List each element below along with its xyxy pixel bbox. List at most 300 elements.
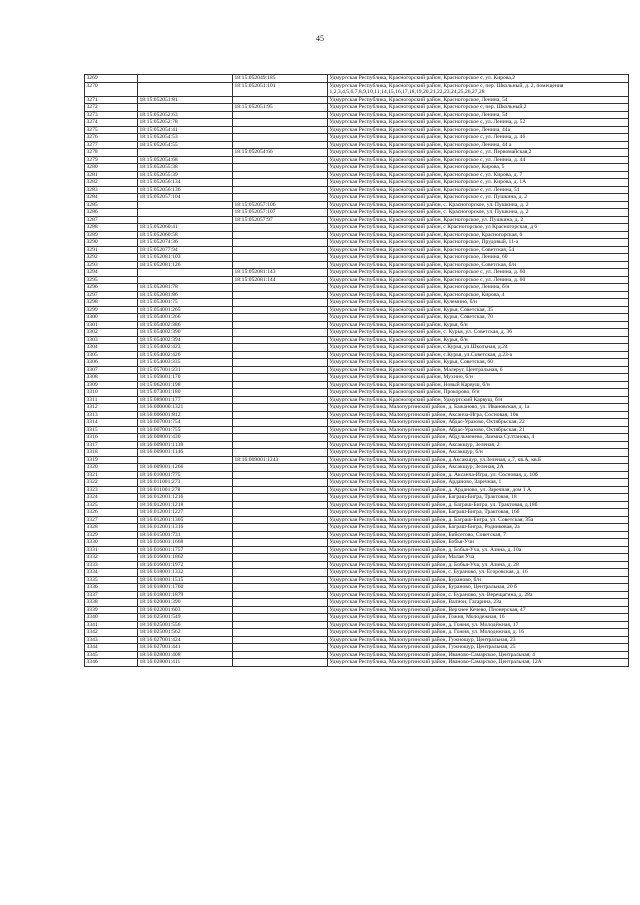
table-row <box>85 621 629 629</box>
building-cadastral-number-cell <box>233 591 328 599</box>
building-cadastral-number-cell: 18:16:009001:1243 <box>233 456 328 464</box>
row-number-cell: 3294 <box>85 269 138 277</box>
cadastral-number-cell: 18:16:006001:812 <box>138 411 233 419</box>
row-number-cell: 3320 <box>85 464 138 472</box>
building-cadastral-number-cell <box>233 546 328 554</box>
table-row <box>85 614 629 622</box>
cadastral-number-cell: 18:15:054002:386 <box>138 321 233 329</box>
address-cell: Удмуртская Республика, Красногорский район, Красногорское с, пер. Школьный,2 <box>328 104 629 112</box>
building-cadastral-number-cell: 18:15:052054:66 <box>233 149 328 157</box>
table-row <box>85 471 629 479</box>
address-cell: Удмуртская Республика, Красногорский район, Красногорское, Советская, 54 <box>328 246 629 254</box>
cadastral-number-cell: 18:15:054002:390 <box>138 329 233 337</box>
building-cadastral-number-cell: 18:15:052057:106 <box>233 201 328 209</box>
address-cell: Удмуртская Республика, Малопургинский район, Бураново, б/н <box>328 576 629 584</box>
cadastral-number-cell: 18:15:052056:136 <box>138 186 233 194</box>
table-row <box>85 82 629 96</box>
table-row <box>85 576 629 584</box>
address-cell: Удмуртская Республика, Малопургинский район, д. Гожня, ул. Молодёжная, 17 <box>328 621 629 629</box>
row-number-cell: 3314 <box>85 419 138 427</box>
address-cell: Удмуртская Республика, Красногорский район, Красногорское с, ул. Ленина, 51 <box>328 186 629 194</box>
address-cell: Удмуртская Республика, Красногорский район, Курья, Советская, 35 <box>328 306 629 314</box>
cadastral-number-cell <box>138 201 233 209</box>
address-cell: Удмуртская Республика, Малопургинский район, с. Бураново, ул. Верещагина, д. 28а <box>328 591 629 599</box>
address-cell: Удмуртская Республика, Малопургинский район, Аксанча-Игра, Сосновая, 10в <box>328 411 629 419</box>
building-cadastral-number-cell <box>233 606 328 614</box>
cadastral-number-cell: 18:16:028001:408 <box>138 651 233 659</box>
cadastral-number-cell: 18:15:052057:104 <box>138 194 233 202</box>
table-row <box>85 201 629 209</box>
building-cadastral-number-cell: 18:15:052051:101 <box>233 82 328 96</box>
address-cell: Удмуртская Республика, Красногорский район, Красногорское, Советская, б/н <box>328 261 629 269</box>
address-cell: Удмуртская Республика, Красногорский район, Красногорское, ул. Пушкина, д. 2 <box>328 216 629 224</box>
building-cadastral-number-cell <box>233 584 328 592</box>
table-row <box>85 224 629 232</box>
table-row <box>85 389 629 397</box>
row-number-cell: 3327 <box>85 516 138 524</box>
cadastral-number-cell: 18:16:016001:1972 <box>138 561 233 569</box>
row-number-cell: 3310 <box>85 389 138 397</box>
row-number-cell: 3344 <box>85 644 138 652</box>
address-cell: Удмуртская Республика, Красногорский район, Красногорское с, пер. Школьный, д. 2, помещения 1,2,3,4,5,6,7,8,9,10,11,14,15,16,17,18,19,20,21,22,23,24,25,26,27,28 <box>328 82 629 96</box>
cadastral-number-cell: 18:16:012001:1305 <box>138 516 233 524</box>
row-number-cell: 3312 <box>85 404 138 412</box>
row-number-cell: 3298 <box>85 299 138 307</box>
table-row <box>85 119 629 127</box>
building-cadastral-number-cell <box>233 284 328 292</box>
address-cell: Удмуртская Республика, Малопургинский район, Баграш-Бигра, Трактовая, 16б <box>328 509 629 517</box>
table-row <box>85 516 629 524</box>
cadastral-number-cell: 18:15:052054:53 <box>138 134 233 142</box>
address-cell: Удмуртская Республика, Красногорский район, с.Курья, ул.Советская, д.23-а <box>328 351 629 359</box>
building-cadastral-number-cell <box>233 561 328 569</box>
building-cadastral-number-cell <box>233 426 328 434</box>
address-cell: Удмуртская Республика, Красногорский район, с. Курья, ул. Советская, д. 36 <box>328 329 629 337</box>
table-row <box>85 561 629 569</box>
table-row <box>85 299 629 307</box>
building-cadastral-number-cell <box>233 351 328 359</box>
row-number-cell: 3289 <box>85 231 138 239</box>
table-row <box>85 321 629 329</box>
row-number-cell: 3332 <box>85 554 138 562</box>
table-row <box>85 554 629 562</box>
cadastral-number-cell: 18:15:089001:177 <box>138 396 233 404</box>
cadastral-number-cell: 18:15:052077:94 <box>138 246 233 254</box>
building-cadastral-number-cell <box>233 134 328 142</box>
address-cell: Удмуртская Республика, Красногорский район, Красногорское, Кирова, 5 <box>328 164 629 172</box>
building-cadastral-number-cell <box>233 381 328 389</box>
table-row <box>85 584 629 592</box>
table-row <box>85 599 629 607</box>
table-row <box>85 329 629 337</box>
address-cell: Удмуртская Республика, Красногорский район, Прокорово, б/н <box>328 389 629 397</box>
row-number-cell: 3337 <box>85 591 138 599</box>
building-cadastral-number-cell <box>233 621 328 629</box>
building-cadastral-number-cell <box>233 186 328 194</box>
table-row <box>85 75 629 83</box>
building-cadastral-number-cell <box>233 479 328 487</box>
cadastral-number-cell: 18:16:010001:775 <box>138 471 233 479</box>
table-row <box>85 359 629 367</box>
row-number-cell: 3334 <box>85 569 138 577</box>
cadastral-number-cell: 18:15:053001:75 <box>138 299 233 307</box>
cadastral-number-cell: 18:15:052060:58 <box>138 231 233 239</box>
row-number-cell: 3322 <box>85 479 138 487</box>
address-cell: Удмуртская Республика, Красногорский район, Курья, б/н <box>328 321 629 329</box>
building-cadastral-number-cell <box>233 366 328 374</box>
row-number-cell: 3331 <box>85 546 138 554</box>
cadastral-number-cell: 18:16:007001:754 <box>138 419 233 427</box>
table-row <box>85 179 629 187</box>
building-cadastral-number-cell <box>233 554 328 562</box>
building-cadastral-number-cell <box>233 524 328 532</box>
table-row <box>85 531 629 539</box>
row-number-cell: 3313 <box>85 411 138 419</box>
cadastral-number-cell: 18:16:015001:731 <box>138 531 233 539</box>
row-number-cell: 3290 <box>85 239 138 247</box>
row-number-cell: 3319 <box>85 456 138 464</box>
building-cadastral-number-cell <box>233 599 328 607</box>
building-cadastral-number-cell: 18:15:052051:95 <box>233 104 328 112</box>
address-cell: Удмуртская Республика, Красногорский район, Красногорское с, ул. Ленина, д. 60 <box>328 269 629 277</box>
row-number-cell: 3335 <box>85 576 138 584</box>
table-row <box>85 449 629 457</box>
address-cell: Удмуртская Республика, Малопургинский район, Аксакшур, Зеленая, 2А <box>328 464 629 472</box>
table-row <box>85 636 629 644</box>
cadastral-number-cell: 18:16:025001:556 <box>138 621 233 629</box>
cadastral-number-cell <box>138 216 233 224</box>
cadastral-number-cell: 18:15:062001:198 <box>138 381 233 389</box>
cadastral-number-cell: 18:16:012001:1227 <box>138 509 233 517</box>
table-row <box>85 111 629 119</box>
cadastral-number-cell: 18:15:054001:265 <box>138 306 233 314</box>
row-number-cell: 3339 <box>85 606 138 614</box>
table-row <box>85 456 629 464</box>
address-cell: Удмуртская Республика, Красногорский район, Красногорское с, ул. Кирова,2 <box>328 75 629 83</box>
table-row <box>85 404 629 412</box>
address-cell: Удмуртская Республика, Красногорский район, Красногорское с, ул. Ленина, д. 60 <box>328 276 629 284</box>
row-number-cell: 3276 <box>85 134 138 142</box>
row-number-cell: 3325 <box>85 501 138 509</box>
cadastral-number-cell: 18:16:020001:390 <box>138 599 233 607</box>
building-cadastral-number-cell <box>233 471 328 479</box>
building-cadastral-number-cell <box>233 434 328 442</box>
cadastral-number-cell: 18:16:016001:1862 <box>138 554 233 562</box>
row-number-cell: 3301 <box>85 321 138 329</box>
cadastral-number-cell: 18:15:052081:103 <box>138 254 233 262</box>
table-row <box>85 591 629 599</box>
row-number-cell: 3287 <box>85 216 138 224</box>
address-cell: Удмуртская Республика, Красногорский район, Красногорское с, ул. Пушкина, д. 2 <box>328 194 629 202</box>
cadastral-number-cell: 18:16:025001:562 <box>138 629 233 637</box>
cadastral-number-cell: 18:16:009001:1266 <box>138 464 233 472</box>
row-number-cell: 3292 <box>85 254 138 262</box>
row-number-cell: 3278 <box>85 149 138 157</box>
row-number-cell: 3272 <box>85 104 138 112</box>
building-cadastral-number-cell <box>233 441 328 449</box>
row-number-cell: 3288 <box>85 224 138 232</box>
cadastral-number-cell: 18:16:012001:1316 <box>138 524 233 532</box>
building-cadastral-number-cell <box>233 569 328 577</box>
row-number-cell: 3321 <box>85 471 138 479</box>
row-number-cell: 3271 <box>85 96 138 104</box>
address-cell: Удмуртская Республика, Красногорский район, Красногорское, Ленина, 44 а <box>328 141 629 149</box>
cadastral-number-cell: 18:15:059001:170 <box>138 374 233 382</box>
table-row <box>85 629 629 637</box>
row-number-cell: 3304 <box>85 344 138 352</box>
cadastral-number-cell: 18:16:016001:1668 <box>138 539 233 547</box>
cadastral-number-cell: 18:16:018001:1515 <box>138 576 233 584</box>
cadastral-number-cell: 18:16:011001:278 <box>138 486 233 494</box>
building-cadastral-number-cell <box>233 194 328 202</box>
address-cell: Удмуртская Республика, Красногорский район, Красногорское, Ленина, 54 <box>328 96 629 104</box>
building-cadastral-number-cell <box>233 291 328 299</box>
table-row <box>85 411 629 419</box>
building-cadastral-number-cell <box>233 299 328 307</box>
address-cell: Удмуртская Республика, Малопургинский район, Баграш-Бигра, Трактовая, 18 <box>328 494 629 502</box>
table-row <box>85 479 629 487</box>
row-number-cell: 3317 <box>85 441 138 449</box>
cadastral-number-cell: 18:16:018001:1879 <box>138 591 233 599</box>
address-cell: Удмуртская Республика, Малопургинский район, Абдульменево, Заимна Султанова, 4 <box>328 434 629 442</box>
cadastral-number-cell: 18:15:052054:41 <box>138 126 233 134</box>
table-row <box>85 381 629 389</box>
address-cell: Удмуртская Республика, Красногорский район, Красногорское, Кирова, 4 <box>328 291 629 299</box>
building-cadastral-number-cell <box>233 179 328 187</box>
building-cadastral-number-cell <box>233 224 328 232</box>
building-cadastral-number-cell <box>233 449 328 457</box>
table-row <box>85 291 629 299</box>
row-number-cell: 3305 <box>85 351 138 359</box>
address-cell: Удмуртская Республика, Красногорский район, Красногорское с, ул. Ленина, д. 44 <box>328 156 629 164</box>
address-cell: Удмуртская Республика, Малопургинский район, Малая Уча <box>328 554 629 562</box>
cadastral-number-cell: 18:15:052054:68 <box>138 156 233 164</box>
cadastral-number-cell: 18:15:054002:426 <box>138 351 233 359</box>
cadastral-number-cell: 18:15:052052:78 <box>138 119 233 127</box>
row-number-cell: 3323 <box>85 486 138 494</box>
row-number-cell: 3326 <box>85 509 138 517</box>
building-cadastral-number-cell <box>233 516 328 524</box>
table-row <box>85 546 629 554</box>
table-row <box>85 651 629 659</box>
table-row <box>85 164 629 172</box>
row-number-cell: 3270 <box>85 82 138 96</box>
address-cell: Удмуртская Республика, Красногорский район, Малеруг, Центральная, 6 <box>328 366 629 374</box>
row-number-cell: 3281 <box>85 171 138 179</box>
row-number-cell: 3297 <box>85 291 138 299</box>
building-cadastral-number-cell <box>233 411 328 419</box>
table-row <box>85 494 629 502</box>
building-cadastral-number-cell <box>233 501 328 509</box>
address-cell: Удмуртская Республика, Красногорский район, с. Красногорское, ул. Пушкина, д. 2 <box>328 201 629 209</box>
table-row <box>85 156 629 164</box>
row-number-cell: 3284 <box>85 194 138 202</box>
address-cell: Удмуртская Республика, Малопургинский район, д. Бажаново, ул. Ивановская, д. 1а <box>328 404 629 412</box>
address-cell: Удмуртская Республика, Малопургинский район, Иваново-Самарское, Центральная, 12А <box>328 659 629 667</box>
cadastral-number-cell: 18:15:054003:335 <box>138 359 233 367</box>
table-row <box>85 426 629 434</box>
address-cell: Удмуртская Республика, Красногорский район, Курья, Советская, 70 <box>328 314 629 322</box>
building-cadastral-number-cell <box>233 494 328 502</box>
building-cadastral-number-cell <box>233 246 328 254</box>
cadastral-number-cell: 18:16:008001:430 <box>138 434 233 442</box>
address-cell: Удмуртская Республика, Красногорский район, Новый Карвуш, б/н <box>328 381 629 389</box>
table-row <box>85 276 629 284</box>
address-cell: Удмуртская Республика, Малопургинский район, Бийсетово, Советская, 7 <box>328 531 629 539</box>
table-row <box>85 419 629 427</box>
row-number-cell: 3345 <box>85 651 138 659</box>
building-cadastral-number-cell <box>233 629 328 637</box>
row-number-cell: 3315 <box>85 426 138 434</box>
cadastral-number-cell <box>138 209 233 217</box>
address-cell: Удмуртская Республика, Малопургинский район, д. Аксанча-Игра, ул. Сосновая, д. 10б <box>328 471 629 479</box>
building-cadastral-number-cell <box>233 576 328 584</box>
cadastral-number-cell <box>138 149 233 157</box>
table-row <box>85 96 629 104</box>
row-number-cell: 3343 <box>85 636 138 644</box>
cadastral-number-cell: 18:16:027001:424 <box>138 636 233 644</box>
cadastral-number-cell <box>138 456 233 464</box>
cadastral-number-cell: 18:16:009001:1138 <box>138 441 233 449</box>
cadastral-number-cell: 18:15:052054:55 <box>138 141 233 149</box>
table-row <box>85 351 629 359</box>
cadastral-number-cell <box>138 269 233 277</box>
building-cadastral-number-cell <box>233 509 328 517</box>
building-cadastral-number-cell: 18:15:052081:144 <box>233 276 328 284</box>
table-row <box>85 254 629 262</box>
address-cell: Удмуртская Республика, Красногорский район, Красногорское с, ул. Ленина, д. 52 <box>328 119 629 127</box>
cadastral-number-cell: 18:15:054002:394 <box>138 336 233 344</box>
address-cell: Удмуртская Республика, Малопургинский район, Бураново, Центральная, 20 б <box>328 584 629 592</box>
row-number-cell: 3333 <box>85 561 138 569</box>
address-cell: Удмуртская Республика, Красногорский район, с Красногорское, ул Красногорская, д 6 <box>328 224 629 232</box>
row-number-cell: 3330 <box>85 539 138 547</box>
row-number-cell: 3307 <box>85 366 138 374</box>
row-number-cell: 3279 <box>85 156 138 164</box>
address-cell: Удмуртская Республика, Малопургинский район, Арданово, Заречная, 1 <box>328 479 629 487</box>
address-cell: Удмуртская Республика, Малопургинский район, д. Баграш-Бигра, ул. Советская, 35а <box>328 516 629 524</box>
row-number-cell: 3308 <box>85 374 138 382</box>
cadastral-number-cell <box>138 75 233 83</box>
table-row <box>85 464 629 472</box>
table-row <box>85 314 629 322</box>
building-cadastral-number-cell <box>233 404 328 412</box>
cadastral-number-cell: 18:15:054001:266 <box>138 314 233 322</box>
row-number-cell: 3274 <box>85 119 138 127</box>
address-cell: Удмуртская Республика, Красногорский район, с.Курья, ул.Школьная, д.24 <box>328 344 629 352</box>
table-row <box>85 104 629 112</box>
building-cadastral-number-cell: 18:15:052049:185 <box>233 75 328 83</box>
row-number-cell: 3282 <box>85 179 138 187</box>
row-number-cell: 3318 <box>85 449 138 457</box>
building-cadastral-number-cell <box>233 659 328 667</box>
row-number-cell: 3293 <box>85 261 138 269</box>
address-cell: Удмуртская Республика, Красногорский район, Кулемино, б/н <box>328 299 629 307</box>
address-cell: Удмуртская Республика, Красногорский район, Курья, б/н <box>328 336 629 344</box>
address-cell: Удмуртская Республика, Малопургинский район, Иваново-Самарское, Центральная, 4 <box>328 651 629 659</box>
table-row <box>85 644 629 652</box>
building-cadastral-number-cell <box>233 396 328 404</box>
building-cadastral-number-cell: 18:15:052057:107 <box>233 209 328 217</box>
address-cell: Удмуртская Республика, Малопургинский район, Бобья-Учи <box>328 539 629 547</box>
page-number: 45 <box>316 34 324 43</box>
building-cadastral-number-cell <box>233 419 328 427</box>
building-cadastral-number-cell <box>233 344 328 352</box>
address-cell: Удмуртская Республика, Красногорский район, Удмуртский Карвуш, б/н <box>328 396 629 404</box>
address-cell: Удмуртская Республика, Малопургинский район, Гожня, Молодежная, 16 <box>328 614 629 622</box>
building-cadastral-number-cell <box>233 531 328 539</box>
cadastral-number-cell: 18:15:052056:134 <box>138 179 233 187</box>
row-number-cell: 3275 <box>85 126 138 134</box>
address-cell: Удмуртская Республика, Малопургинский район, д. Бобья-Уча, ул. Азина, д. 10а <box>328 546 629 554</box>
building-cadastral-number-cell <box>233 254 328 262</box>
table-row <box>85 486 629 494</box>
address-cell: Удмуртская Республика, Малопургинский район, д.Аксакшур, ул.Зеленая, д.7, кв.А, кв.Б <box>328 456 629 464</box>
table-row <box>85 209 629 217</box>
row-number-cell: 3341 <box>85 621 138 629</box>
row-number-cell: 3273 <box>85 111 138 119</box>
table-row <box>85 306 629 314</box>
table-row <box>85 284 629 292</box>
building-cadastral-number-cell <box>233 239 328 247</box>
building-cadastral-number-cell <box>233 539 328 547</box>
cadastral-number-cell: 18:16:009001:1146 <box>138 449 233 457</box>
building-cadastral-number-cell <box>233 171 328 179</box>
address-cell: Удмуртская Республика, Малопургинский район, Аксакшур, Зеленая, 2 <box>328 441 629 449</box>
address-cell: Удмуртская Республика, Красногорский район, с. Красногорское, ул. Пушкина, д. 2 <box>328 209 629 217</box>
address-cell: Удмуртская Республика, Малопургинский район, Абдас-Уразово, Октябрьская, 21 <box>328 426 629 434</box>
row-number-cell: 3296 <box>85 284 138 292</box>
cadastral-number-cell: 18:15:073001:180 <box>138 389 233 397</box>
building-cadastral-number-cell <box>233 126 328 134</box>
row-number-cell: 3316 <box>85 434 138 442</box>
row-number-cell: 3329 <box>85 531 138 539</box>
cadastral-number-cell: 18:16:012001:1216 <box>138 494 233 502</box>
row-number-cell: 3306 <box>85 359 138 367</box>
row-number-cell: 3280 <box>85 164 138 172</box>
registry-table <box>84 74 629 667</box>
address-cell: Удмуртская Республика, Малопургинский район, д. Баграш-Бигра, ул. Трактовая, д.18б <box>328 501 629 509</box>
table-row <box>85 239 629 247</box>
table-row <box>85 569 629 577</box>
registry-table-body <box>85 75 629 667</box>
cadastral-number-cell: 18:16:025001:549 <box>138 614 233 622</box>
table-row <box>85 539 629 547</box>
building-cadastral-number-cell <box>233 329 328 337</box>
table-row <box>85 261 629 269</box>
cadastral-number-cell: 18:15:054002:423 <box>138 344 233 352</box>
address-cell: Удмуртская Республика, Малопургинский район, Баграш-Бигра, Родниковая, 2а <box>328 524 629 532</box>
cadastral-number-cell <box>138 82 233 96</box>
row-number-cell: 3269 <box>85 75 138 83</box>
table-row <box>85 396 629 404</box>
cadastral-number-cell: 18:15:052055:38 <box>138 164 233 172</box>
row-number-cell: 3302 <box>85 329 138 337</box>
cadastral-number-cell: 18:16:000000:1321 <box>138 404 233 412</box>
cadastral-number-cell: 18:15:052074:36 <box>138 239 233 247</box>
table-row <box>85 366 629 374</box>
table-row <box>85 269 629 277</box>
table-row <box>85 216 629 224</box>
building-cadastral-number-cell <box>233 231 328 239</box>
building-cadastral-number-cell <box>233 486 328 494</box>
address-cell: Удмуртская Республика, Малопургинский район, д. Бобья-Уча, ул. Азина, д. 28 <box>328 561 629 569</box>
table-row <box>85 134 629 142</box>
address-cell: Удмуртская Республика, Красногорский район, Красногорское с, ул. Ленина, д. 46 <box>328 134 629 142</box>
cadastral-number-cell: 18:15:057001:231 <box>138 366 233 374</box>
address-cell: Удмуртская Республика, Красногорский район, Красногорское, Ленина, 60 <box>328 254 629 262</box>
table-row <box>85 659 629 667</box>
